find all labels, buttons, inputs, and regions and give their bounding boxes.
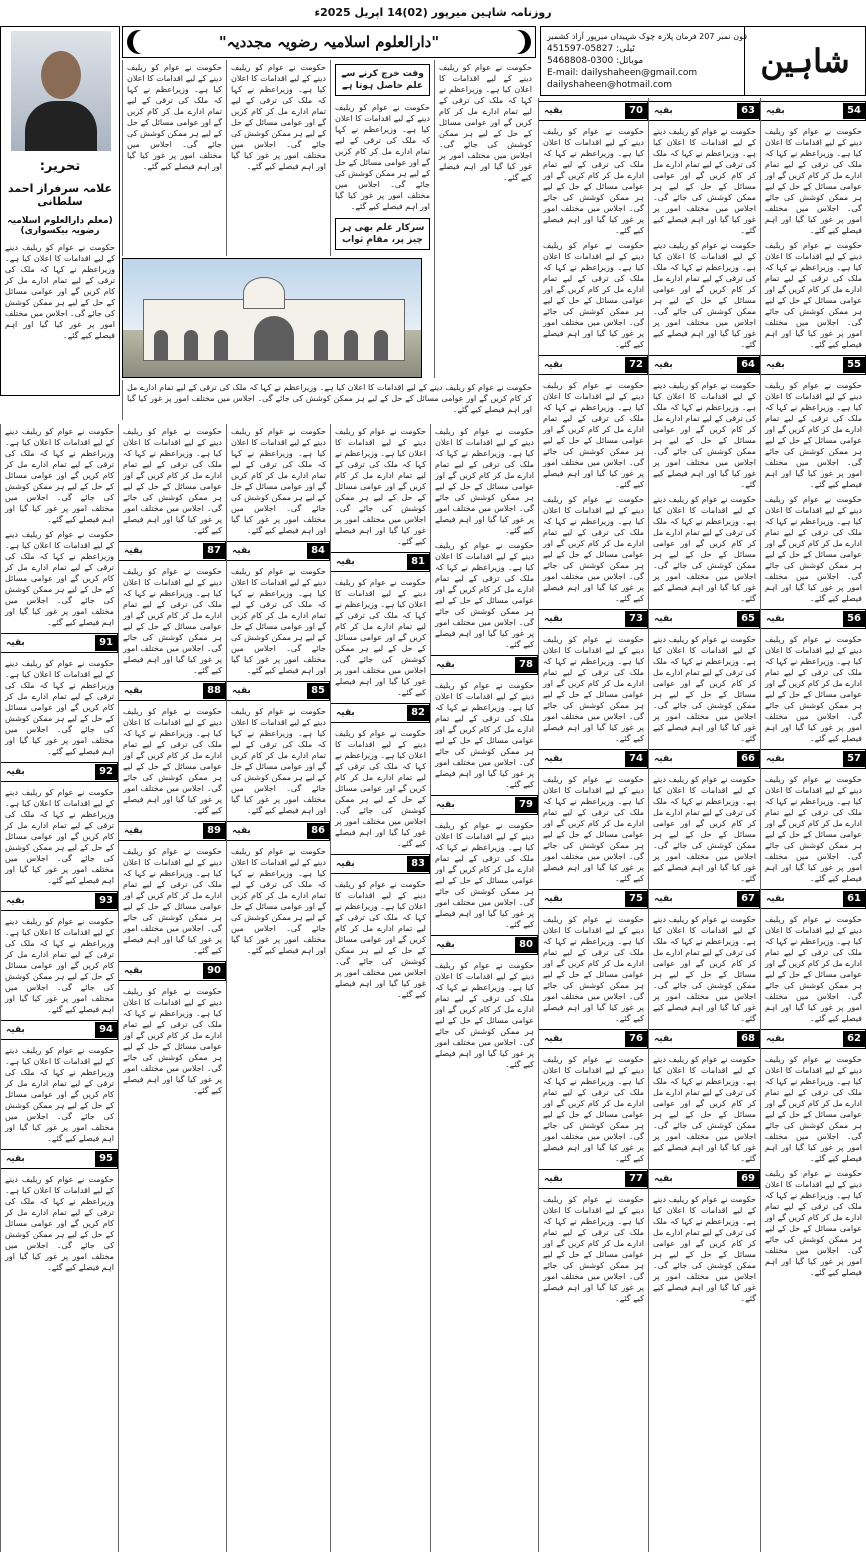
section-marker: بقیہ 91 xyxy=(0,633,118,653)
news-text: حکومت نے عوام کو ریلیف دینے کے لیے اقدامات کا اعلان کیا ہے۔ وزیراعظم نے کہا کہ ملک کی ترقی کے لیے تمام ادارے مل کر کام کریں گے اور عوامی مسائل کے حل کے لیے ہر ممکن کوشش کی جائے گی۔ اجلاس میں مختلف امور پر غور کیا گیا اور اہم فیصلے کیے گئے۔ xyxy=(653,381,756,489)
news-text: حکومت نے عوام کو ریلیف دینے کے لیے اقدامات کا اعلان کیا ہے۔ وزیراعظم نے کہا کہ ملک کی ترقی کے لیے تمام ادارے مل کر کام کریں گے اور عوامی مسائل کے حل کے لیے ہر ممکن کوشش کی جائے گی۔ اجلاس میں مختلف امور پر غور کیا گیا اور اہم فیصلے کیے گئے۔ xyxy=(543,775,644,883)
news-text: حکومت نے عوام کو ریلیف دینے کے لیے اقدامات کا اعلان کیا ہے۔ وزیراعظم نے کہا کہ ملک کی ترقی کے لیے تمام ادارے مل کر کام کریں گے اور عوامی مسائل کے حل کے لیے ہر ممکن کوشش کی جائے گی۔ اجلاس میں مختلف امور پر غور کیا گیا اور اہم فیصلے کیے گئے۔ xyxy=(231,427,326,535)
news-text: حکومت نے عوام کو ریلیف دینے کے لیے اقدامات کا اعلان کیا ہے۔ وزیراعظم نے کہا کہ ملک کی ترقی کے لیے تمام ادارے مل کر کام کریں گے اور عوامی مسائل کے حل کے لیے ہر ممکن کوشش کی جائے گی۔ اجلاس میں مختلف امور پر غور کیا گیا اور اہم فیصلے کیے گئے۔ xyxy=(335,729,426,848)
news-column-5 xyxy=(330,424,430,1552)
section-marker: بقیہ 81 xyxy=(330,552,430,572)
section-marker: بقیہ 68 xyxy=(648,1029,760,1049)
feature-banner xyxy=(122,26,536,58)
section-marker: بقیہ 94 xyxy=(0,1020,118,1040)
section-marker: بقیہ 66 xyxy=(648,749,760,769)
news-text: حکومت نے عوام کو ریلیف دینے کے لیے اقدامات کا اعلان کیا ہے۔ وزیراعظم نے کہا کہ ملک کی ترقی کے لیے تمام ادارے مل کر کام کریں گے اور عوامی مسائل کے حل کے لیے ہر ممکن کوشش کی جائے گی۔ اجلاس میں مختلف امور پر غور کیا گیا اور اہم فیصلے کیے گئے۔ xyxy=(335,880,426,999)
author-text: حکومت نے عوام کو ریلیف دینے کے لیے اقدامات کا اعلان کیا ہے۔ وزیراعظم نے کہا کہ ملک کی ترقی کے لیے تمام ادارے مل کر کام کریں گے اور عوامی مسائل کے حل کے لیے ہر ممکن کوشش کی جائے گی۔ اجلاس میں مختلف امور پر غور کیا گیا اور اہم فیصلے کیے گئے۔ xyxy=(5,243,115,340)
section-marker: بقیہ 93 xyxy=(0,891,118,911)
news-text: حکومت نے عوام کو ریلیف دینے کے لیے اقدامات کا اعلان کیا ہے۔ وزیراعظم نے کہا کہ ملک کی ترقی کے لیے تمام ادارے مل کر کام کریں گے اور عوامی مسائل کے حل کے لیے ہر ممکن کوشش کی جائے گی۔ اجلاس میں مختلف امور پر غور کیا گیا اور اہم فیصلے کیے گئے۔ xyxy=(5,917,114,1014)
section-marker: بقیہ 95 xyxy=(0,1149,118,1169)
feature-title: "دارالعلوم اسلامیہ رضویہ مجددیہ" xyxy=(218,33,440,51)
section-marker: بقیہ 61 xyxy=(760,889,866,909)
news-text: حکومت نے عوام کو ریلیف دینے کے لیے اقدامات کا اعلان کیا ہے۔ وزیراعظم نے کہا کہ ملک کی ترقی کے لیے تمام ادارے مل کر کام کریں گے اور عوامی مسائل کے حل کے لیے ہر ممکن کوشش کی جائے گی۔ اجلاس میں مختلف امور پر غور کیا گیا اور اہم فیصلے کیے گئے۔ xyxy=(123,707,222,815)
news-text: حکومت نے عوام کو ریلیف دینے کے لیے اقدامات کا اعلان کیا ہے۔ وزیراعظم نے کہا کہ ملک کی ترقی کے لیے تمام ادارے مل کر کام کریں گے اور عوامی مسائل کے حل کے لیے ہر ممکن کوشش کی جائے گی۔ اجلاس میں مختلف امور پر غور کیا گیا اور اہم فیصلے کیے گئے۔ xyxy=(765,775,862,883)
feature-quote-2: سرکار علم بھی ہر چیز پر، مقامِ ثواب xyxy=(335,218,430,250)
section-marker: بقیہ 65 xyxy=(648,609,760,629)
email-2[interactable]: dailyshaheen@hotmail.com xyxy=(547,80,673,90)
section-marker: بقیہ 67 xyxy=(648,889,760,909)
news-text: حکومت نے عوام کو ریلیف دینے کے لیے اقدامات کا اعلان کیا ہے۔ وزیراعظم نے کہا کہ ملک کی ترقی کے لیے تمام ادارے مل کر کام کریں گے اور عوامی مسائل کے حل کے لیے ہر ممکن کوشش کی جائے گی۔ اجلاس میں مختلف امور پر غور کیا گیا اور اہم فیصلے کیے گئے۔ xyxy=(653,1195,756,1303)
mobile-number: 0300-5468808 xyxy=(547,56,614,66)
feature-column-3 xyxy=(330,60,434,256)
masthead-address: فون نمبر 207 فرمان پلازہ چوک شہیداں میرپور آزاد کشمیر xyxy=(547,32,748,41)
news-text: حکومت نے عوام کو ریلیف دینے کے لیے اقدامات کا اعلان کیا ہے۔ وزیراعظم نے کہا کہ ملک کی ترقی کے لیے تمام ادارے مل کر کام کریں گے اور عوامی مسائل کے حل کے لیے ہر ممکن کوشش کی جائے گی۔ اجلاس میں مختلف امور پر غور کیا گیا اور اہم فیصلے کیے گئے۔ xyxy=(123,427,222,535)
news-text: حکومت نے عوام کو ریلیف دینے کے لیے اقدامات کا اعلان کیا ہے۔ وزیراعظم نے کہا کہ ملک کی ترقی کے لیے تمام ادارے مل کر کام کریں گے اور عوامی مسائل کے حل کے لیے ہر ممکن کوشش کی جائے گی۔ اجلاس میں مختلف امور پر غور کیا گیا اور اہم فیصلے کیے گئے۔ xyxy=(435,821,534,929)
news-column-1 xyxy=(760,98,866,1552)
news-text: حکومت نے عوام کو ریلیف دینے کے لیے اقدامات کا اعلان کیا ہے۔ وزیراعظم نے کہا کہ ملک کی ترقی کے لیے تمام ادارے مل کر کام کریں گے اور عوامی مسائل کے حل کے لیے ہر ممکن کوشش کی جائے گی۔ اجلاس میں مختلف امور پر غور کیا گیا اور اہم فیصلے کیے گئے۔ xyxy=(765,495,862,603)
news-text: حکومت نے عوام کو ریلیف دینے کے لیے اقدامات کا اعلان کیا ہے۔ وزیراعظم نے کہا کہ ملک کی ترقی کے لیے تمام ادارے مل کر کام کریں گے اور عوامی مسائل کے حل کے لیے ہر ممکن کوشش کی جائے گی۔ اجلاس میں مختلف امور پر غور کیا گیا اور اہم فیصلے کیے گئے۔ xyxy=(653,127,756,235)
news-text: حکومت نے عوام کو ریلیف دینے کے لیے اقدامات کا اعلان کیا ہے۔ وزیراعظم نے کہا کہ ملک کی ترقی کے لیے تمام ادارے مل کر کام کریں گے اور عوامی مسائل کے حل کے لیے ہر ممکن کوشش کی جائے گی۔ اجلاس میں مختلف امور پر غور کیا گیا اور اہم فیصلے کیے گئے۔ xyxy=(653,635,756,743)
author-heading: تحریر: xyxy=(39,159,81,174)
section-marker: بقیہ 80 xyxy=(430,935,538,955)
section-marker: بقیہ 89 xyxy=(118,821,226,841)
news-text: حکومت نے عوام کو ریلیف دینے کے لیے اقدامات کا اعلان کیا ہے۔ وزیراعظم نے کہا کہ ملک کی ترقی کے لیے تمام ادارے مل کر کام کریں گے اور عوامی مسائل کے حل کے لیے ہر ممکن کوشش کی جائے گی۔ اجلاس میں مختلف امور پر غور کیا گیا اور اہم فیصلے کیے گئے۔ xyxy=(435,681,534,789)
email-label: E-mail: xyxy=(547,68,579,78)
news-text: حکومت نے عوام کو ریلیف دینے کے لیے اقدامات کا اعلان کیا ہے۔ وزیراعظم نے کہا کہ ملک کی ترقی کے لیے تمام ادارے مل کر کام کریں گے اور عوامی مسائل کے حل کے لیے ہر ممکن کوشش کی جائے گی۔ اجلاس میں مختلف امور پر غور کیا گیا اور اہم فیصلے کیے گئے۔ xyxy=(123,847,222,955)
section-marker: بقیہ 78 xyxy=(430,655,538,675)
news-text: حکومت نے عوام کو ریلیف دینے کے لیے اقدامات کا اعلان کیا ہے۔ وزیراعظم نے کہا کہ ملک کی ترقی کے لیے تمام ادارے مل کر کام کریں گے اور عوامی مسائل کے حل کے لیے ہر ممکن کوشش کی جائے گی۔ اجلاس میں مختلف امور پر غور کیا گیا اور اہم فیصلے کیے گئے۔ xyxy=(231,847,326,955)
section-marker: بقیہ 86 xyxy=(226,821,330,841)
section-marker: بقیہ 57 xyxy=(760,749,866,769)
author-box xyxy=(0,26,120,396)
section-marker: بقیہ 56 xyxy=(760,609,866,629)
news-text: حکومت نے عوام کو ریلیف دینے کے لیے اقدامات کا اعلان کیا ہے۔ وزیراعظم نے کہا کہ ملک کی ترقی کے لیے تمام ادارے مل کر کام کریں گے اور عوامی مسائل کے حل کے لیے ہر ممکن کوشش کی جائے گی۔ اجلاس میں مختلف امور پر غور کیا گیا اور اہم فیصلے کیے گئے۔ xyxy=(765,1169,862,1277)
section-marker: بقیہ 92 xyxy=(0,762,118,782)
news-column-2 xyxy=(648,98,760,1552)
news-text: حکومت نے عوام کو ریلیف دینے کے لیے اقدامات کا اعلان کیا ہے۔ وزیراعظم نے کہا کہ ملک کی ترقی کے لیے تمام ادارے مل کر کام کریں گے اور عوامی مسائل کے حل کے لیے ہر ممکن کوشش کی جائے گی۔ اجلاس میں مختلف امور پر غور کیا گیا اور اہم فیصلے کیے گئے۔ xyxy=(5,659,114,756)
news-text: حکومت نے عوام کو ریلیف دینے کے لیے اقدامات کا اعلان کیا ہے۔ وزیراعظم نے کہا کہ ملک کی ترقی کے لیے تمام ادارے مل کر کام کریں گے اور عوامی مسائل کے حل کے لیے ہر ممکن کوشش کی جائے گی۔ اجلاس میں مختلف امور پر غور کیا گیا اور اہم فیصلے کیے گئے۔ xyxy=(653,775,756,883)
news-text: حکومت نے عوام کو ریلیف دینے کے لیے اقدامات کا اعلان کیا ہے۔ وزیراعظم نے کہا کہ ملک کی ترقی کے لیے تمام ادارے مل کر کام کریں گے اور عوامی مسائل کے حل کے لیے ہر ممکن کوشش کی جائے گی۔ اجلاس میں مختلف امور پر غور کیا گیا اور اہم فیصلے کیے گئے۔ xyxy=(543,127,644,235)
section-marker: بقیہ 62 xyxy=(760,1029,866,1049)
building-photo xyxy=(122,258,422,378)
section-marker: بقیہ 84 xyxy=(226,541,330,561)
news-text: حکومت نے عوام کو ریلیف دینے کے لیے اقدامات کا اعلان کیا ہے۔ وزیراعظم نے کہا کہ ملک کی ترقی کے لیے تمام ادارے مل کر کام کریں گے اور عوامی مسائل کے حل کے لیے ہر ممکن کوشش کی جائے گی۔ اجلاس میں مختلف امور پر غور کیا گیا اور اہم فیصلے کیے گئے۔ xyxy=(543,635,644,743)
news-text: حکومت نے عوام کو ریلیف دینے کے لیے اقدامات کا اعلان کیا ہے۔ وزیراعظم نے کہا کہ ملک کی ترقی کے لیے تمام ادارے مل کر کام کریں گے اور عوامی مسائل کے حل کے لیے ہر ممکن کوشش کی جائے گی۔ اجلاس میں مختلف امور پر غور کیا گیا اور اہم فیصلے کیے گئے۔ xyxy=(653,241,756,349)
section-marker: بقیہ 64 xyxy=(648,355,760,375)
news-column-8 xyxy=(0,424,118,1552)
feature-quote: وقت خرچ کرنے سے علم حاصل ہوتا ہے xyxy=(335,64,430,96)
section-marker: بقیہ 76 xyxy=(538,1029,648,1049)
section-marker: بقیہ 74 xyxy=(538,749,648,769)
news-column-4 xyxy=(430,424,538,1552)
feature-footer-text: حکومت نے عوام کو ریلیف دینے کے لیے اقدامات کا اعلان کیا ہے۔ وزیراعظم نے کہا کہ ملک کی ترقی کے لیے تمام ادارے مل کر کام کریں گے اور عوامی مسائل کے حل کے لیے ہر ممکن کوشش کی جائے گی۔ اجلاس میں مختلف امور پر غور کیا گیا اور اہم فیصلے کیے گئے۔ xyxy=(122,380,536,420)
section-marker: بقیہ 73 xyxy=(538,609,648,629)
section-marker: بقیہ 83 xyxy=(330,854,430,874)
feature-column-1: حکومت نے عوام کو ریلیف دینے کے لیے اقدامات کا اعلان کیا ہے۔ وزیراعظم نے کہا کہ ملک کی ترقی کے لیے تمام ادارے مل کر کام کریں گے اور عوامی مسائل کے حل کے لیے ہر ممکن کوشش کی جائے گی۔ اجلاس میں مختلف امور پر غور کیا گیا اور اہم فیصلے کیے گئے۔ xyxy=(122,60,226,256)
phone-number: 05827-451597 xyxy=(547,44,614,54)
author-title: (معلم دارالعلوم اسلامیہ رضویہ بیکسواری) xyxy=(7,216,113,236)
dateline: روزنامہ شاہین میرپور (02)14 اپریل 2025ء xyxy=(314,6,552,19)
news-text: حکومت نے عوام کو ریلیف دینے کے لیے اقدامات کا اعلان کیا ہے۔ وزیراعظم نے کہا کہ ملک کی ترقی کے لیے تمام ادارے مل کر کام کریں گے اور عوامی مسائل کے حل کے لیے ہر ممکن کوشش کی جائے گی۔ اجلاس میں مختلف امور پر غور کیا گیا اور اہم فیصلے کیے گئے۔ xyxy=(5,530,114,627)
phone-label: ٹیلی: xyxy=(616,44,635,54)
news-text: حکومت نے عوام کو ریلیف دینے کے لیے اقدامات کا اعلان کیا ہے۔ وزیراعظم نے کہا کہ ملک کی ترقی کے لیے تمام ادارے مل کر کام کریں گے اور عوامی مسائل کے حل کے لیے ہر ممکن کوشش کی جائے گی۔ اجلاس میں مختلف امور پر غور کیا گیا اور اہم فیصلے کیے گئے۔ xyxy=(231,567,326,675)
news-text: حکومت نے عوام کو ریلیف دینے کے لیے اقدامات کا اعلان کیا ہے۔ وزیراعظم نے کہا کہ ملک کی ترقی کے لیے تمام ادارے مل کر کام کریں گے اور عوامی مسائل کے حل کے لیے ہر ممکن کوشش کی جائے گی۔ اجلاس میں مختلف امور پر غور کیا گیا اور اہم فیصلے کیے گئے۔ xyxy=(765,1055,862,1163)
section-marker: بقیہ 85 xyxy=(226,681,330,701)
section-marker: بقیہ 54 xyxy=(760,101,866,121)
feature-column-3-text: حکومت نے عوام کو ریلیف دینے کے لیے اقدامات کا اعلان کیا ہے۔ وزیراعظم نے کہا کہ ملک کی ترقی کے لیے تمام ادارے مل کر کام کریں گے اور عوامی مسائل کے حل کے لیے ہر ممکن کوشش کی جائے گی۔ اجلاس میں مختلف امور پر غور کیا گیا اور اہم فیصلے کیے گئے۔ xyxy=(335,103,430,211)
news-text: حکومت نے عوام کو ریلیف دینے کے لیے اقدامات کا اعلان کیا ہے۔ وزیراعظم نے کہا کہ ملک کی ترقی کے لیے تمام ادارے مل کر کام کریں گے اور عوامی مسائل کے حل کے لیے ہر ممکن کوشش کی جائے گی۔ اجلاس میں مختلف امور پر غور کیا گیا اور اہم فیصلے کیے گئے۔ xyxy=(765,635,862,743)
section-marker: بقیہ 90 xyxy=(118,961,226,981)
news-text: حکومت نے عوام کو ریلیف دینے کے لیے اقدامات کا اعلان کیا ہے۔ وزیراعظم نے کہا کہ ملک کی ترقی کے لیے تمام ادارے مل کر کام کریں گے اور عوامی مسائل کے حل کے لیے ہر ممکن کوشش کی جائے گی۔ اجلاس میں مختلف امور پر غور کیا گیا اور اہم فیصلے کیے گئے۔ xyxy=(653,915,756,1023)
news-text: حکومت نے عوام کو ریلیف دینے کے لیے اقدامات کا اعلان کیا ہے۔ وزیراعظم نے کہا کہ ملک کی ترقی کے لیے تمام ادارے مل کر کام کریں گے اور عوامی مسائل کے حل کے لیے ہر ممکن کوشش کی جائے گی۔ اجلاس میں مختلف امور پر غور کیا گیا اور اہم فیصلے کیے گئے۔ xyxy=(231,707,326,815)
email-1[interactable]: dailyshaheen@gmail.com xyxy=(581,68,698,78)
news-text: حکومت نے عوام کو ریلیف دینے کے لیے اقدامات کا اعلان کیا ہے۔ وزیراعظم نے کہا کہ ملک کی ترقی کے لیے تمام ادارے مل کر کام کریں گے اور عوامی مسائل کے حل کے لیے ہر ممکن کوشش کی جائے گی۔ اجلاس میں مختلف امور پر غور کیا گیا اور اہم فیصلے کیے گئے۔ xyxy=(543,1055,644,1163)
section-marker: بقیہ 55 xyxy=(760,355,866,375)
masthead-logo: شاہین xyxy=(744,27,865,95)
news-text: حکومت نے عوام کو ریلیف دینے کے لیے اقدامات کا اعلان کیا ہے۔ وزیراعظم نے کہا کہ ملک کی ترقی کے لیے تمام ادارے مل کر کام کریں گے اور عوامی مسائل کے حل کے لیے ہر ممکن کوشش کی جائے گی۔ اجلاس میں مختلف امور پر غور کیا گیا اور اہم فیصلے کیے گئے۔ xyxy=(543,1195,644,1303)
section-marker: بقیہ 88 xyxy=(118,681,226,701)
news-text: حکومت نے عوام کو ریلیف دینے کے لیے اقدامات کا اعلان کیا ہے۔ وزیراعظم نے کہا کہ ملک کی ترقی کے لیے تمام ادارے مل کر کام کریں گے اور عوامی مسائل کے حل کے لیے ہر ممکن کوشش کی جائے گی۔ اجلاس میں مختلف امور پر غور کیا گیا اور اہم فیصلے کیے گئے۔ xyxy=(765,241,862,349)
news-text: حکومت نے عوام کو ریلیف دینے کے لیے اقدامات کا اعلان کیا ہے۔ وزیراعظم نے کہا کہ ملک کی ترقی کے لیے تمام ادارے مل کر کام کریں گے اور عوامی مسائل کے حل کے لیے ہر ممکن کوشش کی جائے گی۔ اجلاس میں مختلف امور پر غور کیا گیا اور اہم فیصلے کیے گئے۔ xyxy=(653,495,756,603)
feature-column-2: حکومت نے عوام کو ریلیف دینے کے لیے اقدامات کا اعلان کیا ہے۔ وزیراعظم نے کہا کہ ملک کی ترقی کے لیے تمام ادارے مل کر کام کریں گے اور عوامی مسائل کے حل کے لیے ہر ممکن کوشش کی جائے گی۔ اجلاس میں مختلف امور پر غور کیا گیا اور اہم فیصلے کیے گئے۔ xyxy=(226,60,330,256)
news-text: حکومت نے عوام کو ریلیف دینے کے لیے اقدامات کا اعلان کیا ہے۔ وزیراعظم نے کہا کہ ملک کی ترقی کے لیے تمام ادارے مل کر کام کریں گے اور عوامی مسائل کے حل کے لیے ہر ممکن کوشش کی جائے گی۔ اجلاس میں مختلف امور پر غور کیا گیا اور اہم فیصلے کیے گئے۔ xyxy=(5,788,114,885)
section-marker: بقیہ 75 xyxy=(538,889,648,909)
news-text: حکومت نے عوام کو ریلیف دینے کے لیے اقدامات کا اعلان کیا ہے۔ وزیراعظم نے کہا کہ ملک کی ترقی کے لیے تمام ادارے مل کر کام کریں گے اور عوامی مسائل کے حل کے لیے ہر ممکن کوشش کی جائے گی۔ اجلاس میں مختلف امور پر غور کیا گیا اور اہم فیصلے کیے گئے۔ xyxy=(543,915,644,1023)
section-marker: بقیہ 63 xyxy=(648,101,760,121)
section-marker: بقیہ 70 xyxy=(538,101,648,121)
news-text: حکومت نے عوام کو ریلیف دینے کے لیے اقدامات کا اعلان کیا ہے۔ وزیراعظم نے کہا کہ ملک کی ترقی کے لیے تمام ادارے مل کر کام کریں گے اور عوامی مسائل کے حل کے لیے ہر ممکن کوشش کی جائے گی۔ اجلاس میں مختلف امور پر غور کیا گیا اور اہم فیصلے کیے گئے۔ xyxy=(335,427,426,546)
section-marker: بقیہ 77 xyxy=(538,1169,648,1189)
news-text: حکومت نے عوام کو ریلیف دینے کے لیے اقدامات کا اعلان کیا ہے۔ وزیراعظم نے کہا کہ ملک کی ترقی کے لیے تمام ادارے مل کر کام کریں گے اور عوامی مسائل کے حل کے لیے ہر ممکن کوشش کی جائے گی۔ اجلاس میں مختلف امور پر غور کیا گیا اور اہم فیصلے کیے گئے۔ xyxy=(543,381,644,489)
crescent-icon xyxy=(127,30,151,54)
news-column-7 xyxy=(118,424,226,1552)
feature-column-4: حکومت نے عوام کو ریلیف دینے کے لیے اقدامات کا اعلان کیا ہے۔ وزیراعظم نے کہا کہ ملک کی ترقی کے لیے تمام ادارے مل کر کام کریں گے اور عوامی مسائل کے حل کے لیے ہر ممکن کوشش کی جائے گی۔ اجلاس میں مختلف امور پر غور کیا گیا اور اہم فیصلے کیے گئے۔ xyxy=(434,60,536,378)
mobile-label: موبائل: xyxy=(616,56,644,66)
masthead-info xyxy=(547,31,747,91)
news-text: حکومت نے عوام کو ریلیف دینے کے لیے اقدامات کا اعلان کیا ہے۔ وزیراعظم نے کہا کہ ملک کی ترقی کے لیے تمام ادارے مل کر کام کریں گے اور عوامی مسائل کے حل کے لیے ہر ممکن کوشش کی جائے گی۔ اجلاس میں مختلف امور پر غور کیا گیا اور اہم فیصلے کیے گئے۔ xyxy=(543,495,644,603)
news-text: حکومت نے عوام کو ریلیف دینے کے لیے اقدامات کا اعلان کیا ہے۔ وزیراعظم نے کہا کہ ملک کی ترقی کے لیے تمام ادارے مل کر کام کریں گے اور عوامی مسائل کے حل کے لیے ہر ممکن کوشش کی جائے گی۔ اجلاس میں مختلف امور پر غور کیا گیا اور اہم فیصلے کیے گئے۔ xyxy=(5,1046,114,1143)
news-text: حکومت نے عوام کو ریلیف دینے کے لیے اقدامات کا اعلان کیا ہے۔ وزیراعظم نے کہا کہ ملک کی ترقی کے لیے تمام ادارے مل کر کام کریں گے اور عوامی مسائل کے حل کے لیے ہر ممکن کوشش کی جائے گی۔ اجلاس میں مختلف امور پر غور کیا گیا اور اہم فیصلے کیے گئے۔ xyxy=(5,1175,114,1272)
author-name: علامہ سرفراز احمد سلطانی xyxy=(7,182,113,208)
news-text: حکومت نے عوام کو ریلیف دینے کے لیے اقدامات کا اعلان کیا ہے۔ وزیراعظم نے کہا کہ ملک کی ترقی کے لیے تمام ادارے مل کر کام کریں گے اور عوامی مسائل کے حل کے لیے ہر ممکن کوشش کی جائے گی۔ اجلاس میں مختلف امور پر غور کیا گیا اور اہم فیصلے کیے گئے۔ xyxy=(5,427,114,524)
news-text: حکومت نے عوام کو ریلیف دینے کے لیے اقدامات کا اعلان کیا ہے۔ وزیراعظم نے کہا کہ ملک کی ترقی کے لیے تمام ادارے مل کر کام کریں گے اور عوامی مسائل کے حل کے لیے ہر ممکن کوشش کی جائے گی۔ اجلاس میں مختلف امور پر غور کیا گیا اور اہم فیصلے کیے گئے۔ xyxy=(435,427,534,535)
masthead xyxy=(540,26,866,96)
news-text: حکومت نے عوام کو ریلیف دینے کے لیے اقدامات کا اعلان کیا ہے۔ وزیراعظم نے کہا کہ ملک کی ترقی کے لیے تمام ادارے مل کر کام کریں گے اور عوامی مسائل کے حل کے لیے ہر ممکن کوشش کی جائے گی۔ اجلاس میں مختلف امور پر غور کیا گیا اور اہم فیصلے کیے گئے۔ xyxy=(543,241,644,349)
news-text: حکومت نے عوام کو ریلیف دینے کے لیے اقدامات کا اعلان کیا ہے۔ وزیراعظم نے کہا کہ ملک کی ترقی کے لیے تمام ادارے مل کر کام کریں گے اور عوامی مسائل کے حل کے لیے ہر ممکن کوشش کی جائے گی۔ اجلاس میں مختلف امور پر غور کیا گیا اور اہم فیصلے کیے گئے۔ xyxy=(123,987,222,1095)
news-column-3 xyxy=(538,98,648,1552)
news-text: حکومت نے عوام کو ریلیف دینے کے لیے اقدامات کا اعلان کیا ہے۔ وزیراعظم نے کہا کہ ملک کی ترقی کے لیے تمام ادارے مل کر کام کریں گے اور عوامی مسائل کے حل کے لیے ہر ممکن کوشش کی جائے گی۔ اجلاس میں مختلف امور پر غور کیا گیا اور اہم فیصلے کیے گئے۔ xyxy=(765,381,862,489)
news-text: حکومت نے عوام کو ریلیف دینے کے لیے اقدامات کا اعلان کیا ہے۔ وزیراعظم نے کہا کہ ملک کی ترقی کے لیے تمام ادارے مل کر کام کریں گے اور عوامی مسائل کے حل کے لیے ہر ممکن کوشش کی جائے گی۔ اجلاس میں مختلف امور پر غور کیا گیا اور اہم فیصلے کیے گئے۔ xyxy=(765,915,862,1023)
section-marker: بقیہ 87 xyxy=(118,541,226,561)
section-marker: بقیہ 72 xyxy=(538,355,648,375)
news-text: حکومت نے عوام کو ریلیف دینے کے لیے اقدامات کا اعلان کیا ہے۔ وزیراعظم نے کہا کہ ملک کی ترقی کے لیے تمام ادارے مل کر کام کریں گے اور عوامی مسائل کے حل کے لیے ہر ممکن کوشش کی جائے گی۔ اجلاس میں مختلف امور پر غور کیا گیا اور اہم فیصلے کیے گئے۔ xyxy=(765,127,862,235)
news-text: حکومت نے عوام کو ریلیف دینے کے لیے اقدامات کا اعلان کیا ہے۔ وزیراعظم نے کہا کہ ملک کی ترقی کے لیے تمام ادارے مل کر کام کریں گے اور عوامی مسائل کے حل کے لیے ہر ممکن کوشش کی جائے گی۔ اجلاس میں مختلف امور پر غور کیا گیا اور اہم فیصلے کیے گئے۔ xyxy=(653,1055,756,1163)
news-column-6 xyxy=(226,424,330,1552)
section-marker: بقیہ 69 xyxy=(648,1169,760,1189)
news-text: حکومت نے عوام کو ریلیف دینے کے لیے اقدامات کا اعلان کیا ہے۔ وزیراعظم نے کہا کہ ملک کی ترقی کے لیے تمام ادارے مل کر کام کریں گے اور عوامی مسائل کے حل کے لیے ہر ممکن کوشش کی جائے گی۔ اجلاس میں مختلف امور پر غور کیا گیا اور اہم فیصلے کیے گئے۔ xyxy=(123,567,222,675)
news-text: حکومت نے عوام کو ریلیف دینے کے لیے اقدامات کا اعلان کیا ہے۔ وزیراعظم نے کہا کہ ملک کی ترقی کے لیے تمام ادارے مل کر کام کریں گے اور عوامی مسائل کے حل کے لیے ہر ممکن کوشش کی جائے گی۔ اجلاس میں مختلف امور پر غور کیا گیا اور اہم فیصلے کیے گئے۔ xyxy=(435,541,534,649)
section-marker: بقیہ 79 xyxy=(430,795,538,815)
news-text: حکومت نے عوام کو ریلیف دینے کے لیے اقدامات کا اعلان کیا ہے۔ وزیراعظم نے کہا کہ ملک کی ترقی کے لیے تمام ادارے مل کر کام کریں گے اور عوامی مسائل کے حل کے لیے ہر ممکن کوشش کی جائے گی۔ اجلاس میں مختلف امور پر غور کیا گیا اور اہم فیصلے کیے گئے۔ xyxy=(435,961,534,1069)
news-text: حکومت نے عوام کو ریلیف دینے کے لیے اقدامات کا اعلان کیا ہے۔ وزیراعظم نے کہا کہ ملک کی ترقی کے لیے تمام ادارے مل کر کام کریں گے اور عوامی مسائل کے حل کے لیے ہر ممکن کوشش کی جائے گی۔ اجلاس میں مختلف امور پر غور کیا گیا اور اہم فیصلے کیے گئے۔ xyxy=(335,578,426,697)
section-marker: بقیہ 82 xyxy=(330,703,430,723)
crescent-icon xyxy=(507,30,531,54)
author-photo xyxy=(11,31,111,151)
